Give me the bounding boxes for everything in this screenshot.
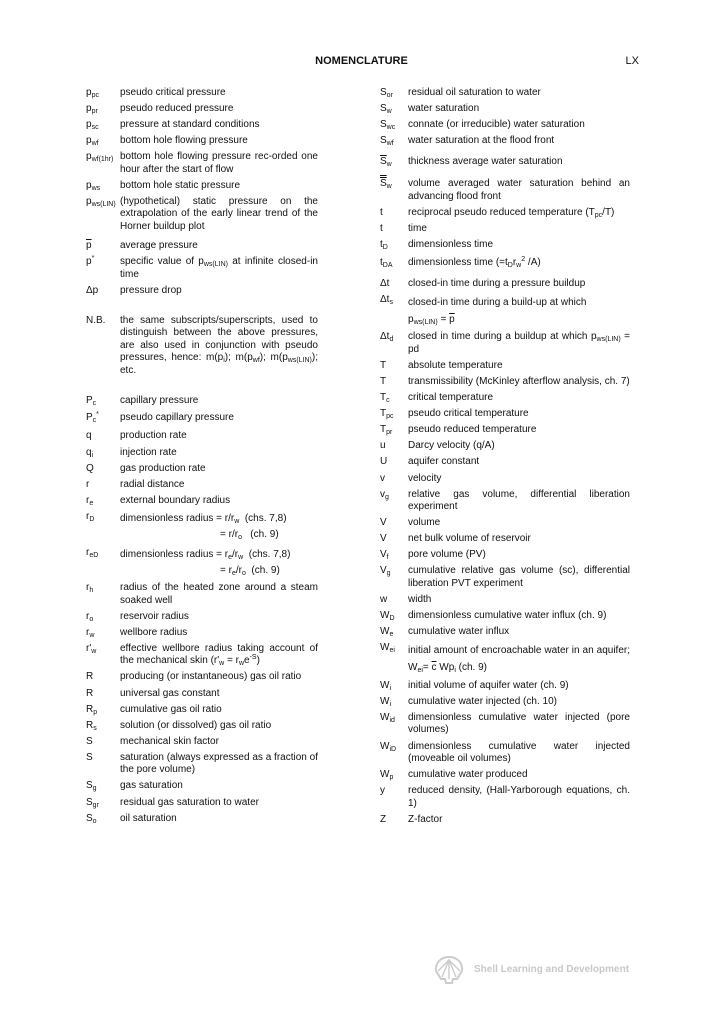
left-column (86, 87, 318, 829)
nomenclature-entry (86, 704, 318, 716)
nomenclature-entry (380, 549, 630, 561)
nomenclature-entry (380, 360, 630, 372)
symbol: N.B. (86, 314, 106, 326)
definition: critical temperature (408, 392, 494, 404)
definition: (hypothetical) static pressure on the extrapolation of the early linear trend of the Horner buildup plot (120, 195, 318, 232)
definition: radius of the heated zone around a steam soaked well (120, 582, 318, 606)
symbol: $T_{pr}$ (380, 424, 393, 437)
definition: water saturation (408, 103, 480, 115)
nomenclature-entry (380, 741, 630, 766)
definition: dimensionless cumulative water injected (pore volumes) (408, 712, 630, 736)
nomenclature-entry (86, 240, 318, 252)
symbol: $W_{id}$ (380, 712, 395, 725)
symbol: $t_D$ (380, 238, 388, 251)
definition: dimensionless cumulative water injected (moveable oil volumes) (408, 740, 630, 764)
definition: absolute temperature (408, 359, 503, 371)
symbol: Δp (86, 284, 99, 296)
definition: thickness average water saturation (408, 155, 563, 167)
definition: aquifer constant (408, 456, 480, 468)
definition: injection rate (120, 446, 177, 458)
symbol: $T_c$ (380, 392, 390, 405)
symbol: $W_D$ (380, 610, 395, 622)
symbol: $\overline{S}_w$ (380, 155, 392, 168)
definition: pore volume (PV) (408, 549, 486, 561)
symbol: v (380, 472, 385, 484)
symbol: $P_c^*$ (86, 411, 99, 424)
definition: radial distance (120, 478, 185, 490)
symbol: $q_i$ (86, 446, 94, 459)
symbol: $S_{wf}$ (380, 135, 394, 148)
nomenclature-entry (86, 752, 318, 777)
nomenclature-entry (380, 424, 630, 436)
nomenclature-entry (380, 408, 630, 420)
definition: volume (408, 517, 441, 529)
definition: initial volume of aquifer water (ch. 9) (408, 679, 569, 691)
nomenclature-entry (380, 517, 630, 529)
symbol: $p_{wf(1hr)}$ (86, 151, 114, 164)
definition: closed in time during a buildup at which $p_{ws(LIN)}$ = pd (408, 331, 630, 355)
nomenclature-note (86, 315, 318, 377)
nomenclature-entry (380, 119, 630, 131)
nomenclature-entry (86, 103, 318, 115)
symbol: t (380, 206, 383, 218)
definition: effective wellbore radius taking account of the mechanical skin $(r'_w = r_we^{-S})$ (120, 642, 318, 668)
definition: cumulative water injected (ch. 10) (408, 695, 557, 707)
nomenclature-entry (86, 671, 318, 683)
definition: Darcy velocity (q/A) (408, 440, 495, 452)
symbol: $S_{gr}$ (86, 796, 99, 809)
symbol: $p_{wf}$ (86, 135, 99, 148)
nomenclature-entry (380, 331, 630, 356)
nomenclature-entry (380, 207, 630, 219)
nomenclature-entry (86, 196, 318, 233)
symbol: $p_{sc}$ (86, 119, 99, 132)
symbol: $v_g$ (380, 488, 389, 501)
nomenclature-entry (86, 720, 318, 732)
page-header (0, 55, 723, 69)
symbol: $\overline{p}$ (86, 240, 92, 252)
definition: reservoir radius (120, 610, 189, 622)
nomenclature-entry (380, 456, 630, 468)
nomenclature-entry (380, 565, 630, 590)
nomenclature-entry (86, 412, 318, 424)
definition: connate (or irreducible) water saturation (408, 119, 585, 131)
definition: cumulative relative gas volume (sc), differential liberation PVT experiment (408, 565, 630, 589)
symbol: Q (86, 462, 94, 474)
nomenclature-entry (86, 688, 318, 700)
definition: oil saturation (120, 812, 177, 824)
definition: water saturation at the flood front (408, 135, 555, 147)
symbol: $W_e$ (380, 626, 394, 639)
definition: specific value of $p_{ws(LIN)}$ at infinite closed-in time (120, 256, 318, 280)
definition: universal gas constant (120, 687, 220, 699)
definition: external boundary radius (120, 494, 231, 506)
definition: wellbore radius (120, 626, 188, 638)
symbol: $r_{eD}$ (86, 546, 99, 559)
nomenclature-entry (380, 156, 630, 168)
symbol: $r_h$ (86, 582, 94, 595)
nomenclature-entry (86, 87, 318, 99)
symbol: $W_p$ (380, 769, 394, 782)
nomenclature-entry (380, 135, 630, 147)
symbol: Z (380, 813, 387, 825)
symbol: u (380, 440, 386, 452)
definition: mechanical skin factor (120, 735, 219, 747)
symbol: $R_p$ (86, 703, 98, 716)
symbol: r (86, 478, 90, 490)
symbol: S (86, 735, 93, 747)
nomenclature-entry (380, 376, 630, 388)
definition: average pressure (120, 240, 198, 252)
symbol: $V_g$ (380, 565, 391, 578)
nomenclature-entry (380, 239, 630, 251)
nomenclature-entry (86, 479, 318, 491)
nomenclature-entry (86, 463, 318, 475)
nomenclature-entry (86, 813, 318, 825)
nomenclature-entry (380, 769, 630, 781)
definition: dimensionless radius = $r/r_w$ (chs. 7,8) = $r/r_o$ (ch. 9) (120, 512, 287, 541)
definition: time (408, 222, 427, 234)
nomenclature-entry (86, 447, 318, 459)
symbol: $R_s$ (86, 719, 97, 732)
nomenclature-entry (380, 785, 630, 810)
definition: reciprocal pseudo reduced temperature $(T_{pc}/T)$ (408, 206, 615, 219)
symbol: Δt (380, 277, 390, 289)
symbol: $V_f$ (380, 549, 389, 562)
definition: solution (or dissolved) gas oil ratio (120, 719, 272, 731)
nomenclature-entry (380, 533, 630, 545)
symbol: $r_o$ (86, 610, 94, 623)
symbol: q (86, 430, 92, 442)
symbol: $p_{ws}$ (86, 179, 101, 192)
definition: cumulative gas oil ratio (120, 703, 222, 715)
symbol: t (380, 222, 383, 234)
footer-logo (433, 955, 638, 985)
nomenclature-entry (380, 642, 630, 676)
definition: cumulative water influx (408, 626, 510, 638)
definition: gas production rate (120, 462, 206, 474)
definition: transmissibility (McKinley afterflow analysis, ch. 7) (408, 375, 630, 387)
symbol: $p_{pc}$ (86, 87, 99, 99)
definition: producing (or instantaneous) gas oil ratio (120, 671, 302, 683)
symbol: $r_D$ (86, 510, 95, 523)
symbol: $\Delta t_d$ (380, 331, 394, 344)
nomenclature-entry (380, 278, 630, 290)
nomenclature-entry (86, 430, 318, 442)
symbol: $r_e$ (86, 494, 94, 507)
symbol: w (380, 593, 388, 605)
definition: pressure drop (120, 284, 182, 296)
symbol: S (86, 751, 93, 763)
definition: residual oil saturation to water (408, 87, 541, 98)
nomenclature-entry (86, 495, 318, 507)
definition: residual gas saturation to water (120, 796, 259, 808)
nomenclature-entry (380, 626, 630, 638)
nomenclature-entry (380, 178, 630, 203)
symbol: $S_{or}$ (380, 87, 393, 99)
definition: velocity (408, 472, 442, 484)
definition: pressure at standard conditions (120, 119, 260, 131)
definition: dimensionless cumulative water influx (ch. 9) (408, 610, 607, 621)
definition: dimensionless radius = $r_e/r_w$ (chs. 7,8) = $r_e/r_o$ (ch. 9) (120, 548, 291, 577)
logo-text: Shell Learning and Development (474, 964, 630, 975)
symbol: $T_{pc}$ (380, 408, 394, 421)
nomenclature-entry (86, 797, 318, 809)
nomenclature-entry (380, 610, 630, 622)
definition: capillary pressure (120, 394, 199, 406)
definition: pseudo reduced pressure (120, 103, 234, 115)
definition: dimensionless time (408, 238, 494, 250)
symbol: V (380, 533, 387, 545)
nomenclature-entry (380, 103, 630, 115)
symbol: $S_w$ (380, 103, 392, 116)
nomenclature-entry (86, 611, 318, 623)
definition: saturation (always expressed as a fraction of the pore volume) (120, 751, 318, 776)
shell-logo-icon (433, 955, 465, 985)
symbol: V (380, 517, 387, 529)
definition: pseudo critical temperature (408, 408, 529, 420)
nomenclature-entry (86, 135, 318, 147)
definition: dimensionless time ($=t_Dr_w^2$ /A) (408, 256, 541, 270)
definition: closed-in time during a pressure buildup (408, 277, 586, 289)
symbol: T (380, 375, 387, 387)
nomenclature-entry (380, 257, 630, 269)
page-title: NOMENCLATURE (315, 55, 408, 67)
nomenclature-entry (86, 627, 318, 639)
symbol: $W_i$ (380, 679, 392, 692)
nomenclature-entry (86, 547, 318, 579)
definition: bottom hole static pressure (120, 179, 241, 191)
definition: pseudo capillary pressure (120, 412, 234, 423)
symbol: $p_{pr}$ (86, 103, 98, 116)
definition: relative gas volume, differential liberation experiment (408, 488, 630, 513)
symbol: y (380, 785, 385, 797)
nomenclature-entry (86, 119, 318, 131)
symbol: U (380, 456, 388, 468)
nomenclature-entry (86, 151, 318, 176)
symbol: $t_{DA}$ (380, 257, 393, 270)
symbol: R (86, 687, 94, 699)
definition: gas saturation (120, 780, 183, 792)
nomenclature-entry (86, 180, 318, 192)
symbol: $r'_w$ (86, 642, 97, 655)
nomenclature-entry (86, 256, 318, 281)
symbol: $\Delta t_s$ (380, 293, 393, 306)
nomenclature-entry (380, 814, 630, 826)
symbol: $S_w$ (380, 178, 392, 191)
symbol: R (86, 671, 94, 683)
symbol: $W_{ei}$ (380, 642, 395, 655)
nomenclature-entry (86, 511, 318, 543)
definition: pseudo critical pressure (120, 87, 226, 98)
symbol: $r_w$ (86, 626, 95, 639)
definition: bottom hole flowing pressure rec-orded one hour after the start of flow (120, 151, 318, 175)
definition: net bulk volume of reservoir (408, 533, 531, 545)
nomenclature-entry (380, 87, 630, 99)
right-column (380, 87, 630, 830)
definition: initial amount of encroachable water in an aquifer; $W_{ei}= \overline{c}$ $Wp_i$ (ch. 9) (408, 645, 630, 675)
definition: the same subscripts/superscripts, used to distinguish between the above pressures, are also used in conjunction with pseudo pressures, hence: $m(p_i)$; $m(p_{wf})$; $m(p_{ws(LIN)})$; etc. (120, 314, 318, 376)
symbol: $P_c$ (86, 394, 97, 407)
nomenclature-entry (86, 736, 318, 748)
nomenclature-entry (380, 489, 630, 514)
definition: production rate (120, 430, 187, 442)
definition: reduced density, (Hall-Yarborough equations, ch. 1) (408, 785, 630, 809)
nomenclature-entry (380, 712, 630, 737)
nomenclature-entry (86, 285, 318, 297)
symbol: $W_i$ (380, 695, 392, 708)
symbol: T (380, 359, 387, 371)
definition: pseudo reduced temperature (408, 424, 537, 436)
symbol: $S_g$ (86, 780, 97, 793)
definition: volume averaged water saturation behind an advancing flood front (408, 178, 630, 202)
nomenclature-entry (86, 780, 318, 792)
definition: cumulative water produced (408, 769, 528, 781)
nomenclature-entry (380, 680, 630, 692)
symbol: $S_o$ (86, 812, 97, 825)
nomenclature-entry (86, 582, 318, 607)
page-number: LX (625, 55, 639, 67)
nomenclature-entry (86, 395, 318, 407)
definition: Z-factor (408, 813, 443, 825)
symbol: $W_{iD}$ (380, 740, 397, 753)
nomenclature-entry (380, 473, 630, 485)
nomenclature-entry (380, 594, 630, 606)
nomenclature-entry (86, 643, 318, 668)
nomenclature-entry (380, 696, 630, 708)
definition: bottom hole flowing pressure (120, 135, 248, 147)
nomenclature-entry (380, 440, 630, 452)
symbol: $p_{ws(LIN)}$ (86, 195, 116, 208)
nomenclature-entry (380, 392, 630, 404)
symbol: p* (86, 255, 95, 268)
definition: width (408, 593, 432, 605)
symbol: $S_{wc}$ (380, 119, 396, 132)
nomenclature-entry (380, 223, 630, 235)
nomenclature-entry (380, 294, 630, 328)
definition: closed-in time during a build-up at which $p_{ws(LIN)} = \overline{p}$ (408, 296, 587, 326)
